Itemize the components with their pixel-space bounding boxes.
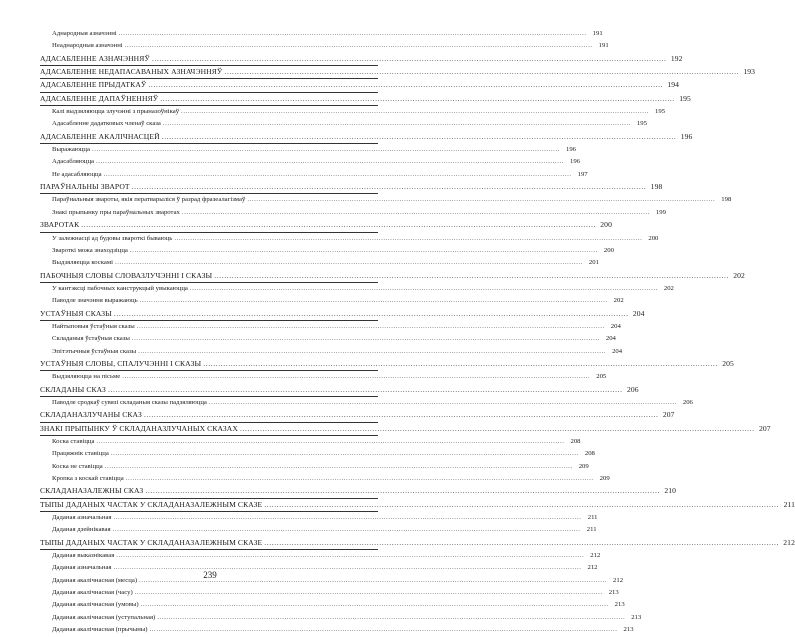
dot-leader (92, 144, 560, 156)
toc-section-heading (40, 131, 693, 144)
dot-leader (141, 599, 609, 611)
dot-leader (132, 333, 600, 345)
dot-leader (145, 485, 660, 497)
dot-leader (148, 79, 663, 91)
toc-entry (40, 169, 588, 181)
dot-leader (114, 308, 629, 320)
dot-leader (138, 346, 606, 358)
dot-leader (108, 384, 623, 396)
toc-title: АДАСАБЛЕННЕ ПРЫДАТКАЎ (40, 80, 147, 90)
dot-leader (150, 624, 618, 636)
toc-title: АДАСАБЛЕННЕ ДАПАЎНЕННЯЎ (40, 93, 159, 103)
toc-title: Даданая дзейнікавая (52, 526, 111, 534)
toc-page-number: 204 (605, 335, 616, 343)
toc-entry (40, 524, 597, 536)
toc-title: Працяжнік ставіцца (52, 450, 109, 458)
dot-leader (264, 499, 779, 511)
toc-page-number: 199 (655, 208, 666, 216)
toc-page-number: 191 (592, 30, 603, 37)
toc-page-number: 209 (599, 475, 610, 483)
toc-page-number: 206 (626, 384, 639, 394)
toc-entry (40, 371, 607, 383)
toc-entry (40, 233, 659, 245)
toc-entry (40, 397, 693, 409)
dot-leader (174, 233, 642, 245)
toc-page-number: 204 (610, 322, 621, 330)
toc-page-number: 191 (598, 42, 609, 50)
toc-page-number: 200 (603, 246, 614, 254)
dot-leader (181, 106, 649, 118)
toc-page-number: 196 (569, 158, 581, 166)
toc-entry (40, 295, 624, 307)
toc-page-number: 202 (733, 270, 745, 280)
dot-leader (130, 245, 598, 257)
toc-title: Найтыповыя ўстаўныя сказы (52, 322, 135, 330)
toc-page-number: 212 (783, 537, 795, 547)
toc-entry (40, 436, 581, 448)
toc-section-heading (40, 485, 677, 498)
dot-leader (247, 194, 715, 206)
toc-entry (40, 118, 647, 130)
toc-page-number: 208 (584, 450, 595, 458)
toc-section-heading (40, 93, 691, 106)
toc-page-number: 210 (664, 486, 677, 496)
toc-entry (40, 333, 616, 345)
toc-page-number: 213 (623, 626, 634, 634)
toc-page-number: 209 (578, 462, 589, 470)
toc-section-heading (40, 181, 663, 194)
dot-leader (116, 550, 584, 562)
toc-title: Коска ставіцца (52, 438, 95, 445)
dot-leader (111, 448, 579, 460)
toc-page-number: 202 (613, 297, 624, 305)
toc-title: У кантэксці пабочных канструкцый увыкаюцца (52, 284, 188, 292)
toc-title: Даданая акалічнасная (уступальная) (52, 613, 156, 621)
toc-title: Калі выдзяляюцца злучэнні з прыназоўнікаў (52, 108, 180, 116)
toc-page-number: 213 (608, 589, 619, 597)
toc-title: Аднародныя азначэнні (52, 30, 117, 37)
dot-leader (264, 537, 779, 549)
toc-page-number: 198 (721, 196, 732, 204)
toc-section-heading (40, 53, 683, 66)
dot-leader (105, 461, 573, 473)
toc-title: СКЛАДАНЫ СКАЗ (40, 384, 106, 394)
toc-page-number: 207 (662, 410, 675, 420)
dot-leader (182, 207, 650, 219)
toc-page-number: 193 (743, 67, 756, 77)
toc-entry (40, 473, 610, 485)
toc-title: СКЛАДАНАЗАЛЕЖНЫ СКАЗ (40, 486, 144, 496)
toc-entry (40, 40, 609, 52)
dot-leader (209, 397, 677, 409)
toc-title: Эпітэтычныя ўстаўныя сказы (52, 347, 137, 355)
toc-entry (40, 612, 642, 624)
toc-section-heading (40, 358, 734, 371)
toc-title: АДАСАБЛЕННЕ АЗНАЧЭННЯЎ (40, 53, 150, 63)
dot-leader (162, 131, 677, 143)
toc-page-number: 205 (722, 358, 734, 368)
toc-section-heading (40, 409, 675, 422)
toc-entry (40, 144, 576, 156)
toc-title: Коска не ставіцца (52, 462, 103, 470)
toc-title: ТЫПЫ ДАДАНЫХ ЧАСТАК У СКЛАДАНАЗАЛЕЖНЫМ СКАЗЕ (40, 499, 263, 509)
toc-entry (40, 207, 666, 219)
toc-page-number: 208 (570, 438, 581, 445)
toc-title: Паводле сродкаў сувязі складаныя сказы падзяляюцца (52, 398, 207, 406)
toc-page-number: 212 (590, 552, 601, 560)
toc-title: У залежнасці ад будовы звароткі бываюць (52, 234, 173, 242)
toc-entry (40, 283, 674, 295)
toc-section-heading (40, 384, 639, 397)
toc-entry (40, 346, 623, 358)
toc-title: Кропка з коскай ставіцца (52, 475, 124, 483)
toc-title: Даданая азначальная (52, 514, 112, 522)
page-number: 239 (203, 570, 217, 580)
dot-leader (122, 371, 590, 383)
toc-page-number: 201 (588, 259, 599, 267)
dot-leader (132, 181, 647, 193)
toc-title: УСТАЎНЫЯ СКАЗЫ (40, 308, 112, 318)
toc-page-number: 196 (680, 131, 693, 141)
dot-leader (114, 512, 582, 524)
toc-entry (40, 461, 589, 473)
dot-leader (96, 436, 564, 448)
toc-title: Даданая акалічнасная (месца) (52, 576, 138, 584)
dot-leader (203, 358, 718, 370)
toc-title: Выдзяляюцца на пісьме (52, 373, 121, 381)
dot-leader (115, 257, 583, 269)
toc-entry (40, 599, 625, 611)
toc-page-number: 192 (670, 53, 683, 63)
toc-title: Даданая акалічнасная (умовы) (52, 601, 139, 609)
toc-page-number: 206 (682, 398, 693, 406)
dot-leader (126, 473, 594, 485)
toc-section-heading (40, 79, 680, 92)
dot-leader (135, 587, 603, 599)
toc-title: Выдзяляецца коскамі (52, 259, 113, 267)
toc-section-heading (40, 499, 795, 512)
toc-entry (40, 587, 619, 599)
toc-title: Звароткі можа знаходзіцца (52, 246, 128, 254)
dot-leader (119, 28, 587, 40)
toc-title: Адасабляюцца (52, 158, 94, 166)
dot-leader (96, 156, 564, 168)
toc-page-number: 204 (632, 308, 645, 318)
toc-title: ТЫПЫ ДАДАНЫХ ЧАСТАК У СКЛАДАНАЗАЛЕЖНЫМ СКАЗЕ (40, 537, 263, 547)
toc-page-number: 211 (587, 514, 598, 522)
toc-title: Параўнальныя звароты, якія ператварыліся ў разрад фразеалагізмаў (52, 196, 246, 204)
toc-entry (40, 321, 621, 333)
dot-leader (81, 219, 596, 231)
toc-title: УСТАЎНЫЯ СЛОВЫ, СПАЛУЧЭННІ І СКАЗЫ (40, 358, 202, 368)
toc-section-heading (40, 219, 612, 232)
toc-page-number: 194 (667, 80, 680, 90)
toc-title: ЗНАКІ ПРЫПЫНКУ Ў СКЛАДАНАЗЛУЧАНЫХ СКАЗАХ (40, 423, 238, 433)
toc-entry (40, 448, 595, 460)
toc-title: АДАСАБЛЕННЕ НЕДАПАСАВАНЫХ АЗНАЧЭННЯЎ (40, 67, 223, 77)
toc-title: Складаныя ўстаўныя сказы (52, 335, 130, 343)
toc-page-number: 204 (612, 347, 623, 355)
toc-section-heading (40, 308, 645, 321)
toc-title: Даданая азначальная (52, 564, 112, 572)
toc-entry (40, 245, 614, 257)
toc-title: Неаднародныя азначэнні (52, 42, 123, 50)
dot-leader (224, 66, 739, 78)
toc-page-number: 202 (663, 284, 674, 292)
dot-leader (125, 40, 593, 52)
dot-leader (240, 423, 755, 435)
toc-entry (40, 512, 598, 524)
toc-title: Даданая акалічнасная (прычыны) (52, 626, 148, 634)
dot-leader (144, 409, 659, 421)
toc-entry (40, 106, 666, 118)
toc-entry (40, 28, 603, 40)
toc-entry (40, 624, 634, 636)
toc-page-number: 197 (577, 170, 588, 178)
toc-title: Адасабленне дадатковых членаў сказа (52, 120, 161, 128)
toc-title: Знакі прыпынку пры параўнальных зваротах (52, 208, 180, 216)
toc-title: ПАРАЎНАЛЬНЫ ЗВАРОТ (40, 182, 130, 192)
toc-title: Даданая акалічнасная (часу) (52, 589, 133, 597)
toc-page-number: 198 (650, 182, 663, 192)
toc-section-heading (40, 270, 745, 283)
toc-page-number: 195 (636, 120, 647, 128)
toc-title: Не адасабляюцца (52, 170, 102, 178)
toc-entry (40, 257, 599, 269)
dot-leader (163, 118, 631, 130)
dot-leader (157, 612, 625, 624)
dot-leader (214, 270, 729, 282)
toc-title: СКЛАДАНАЗЛУЧАНЫ СКАЗ (40, 410, 142, 420)
toc-page-number: 205 (596, 373, 607, 381)
toc-section-heading (40, 423, 771, 436)
toc-title: Паводле значэння выражаюць (52, 297, 138, 305)
toc-page-number: 211 (586, 526, 597, 534)
toc-title: АДАСАБЛЕННЕ АКАЛІЧНАСЦЕЙ (40, 131, 160, 141)
dot-leader (113, 524, 581, 536)
toc-page-number: 200 (600, 220, 612, 230)
toc-page-number: 195 (679, 93, 691, 103)
toc-title: Даданая выказнікавая (52, 552, 115, 560)
table-of-contents (40, 28, 795, 637)
toc-page-number: 200 (648, 234, 659, 242)
dot-leader (190, 283, 658, 295)
toc-page-number: 207 (758, 423, 771, 433)
toc-page-number: 213 (631, 613, 642, 621)
toc-page-number: 212 (613, 576, 624, 584)
toc-page-number: 195 (655, 108, 666, 116)
dot-leader (137, 321, 605, 333)
toc-title: ПАБОЧНЫЯ СЛОВЫ СЛОВАЗЛУЧЭННІ І СКАЗЫ (40, 270, 213, 280)
toc-title: ЗВАРОТАК (40, 220, 80, 230)
toc-page-number: 211 (783, 499, 795, 509)
toc-page-number: 212 (587, 564, 598, 572)
toc-page-number: 196 (565, 146, 576, 154)
toc-entry (40, 194, 732, 206)
dot-leader (140, 295, 608, 307)
toc-entry (40, 550, 601, 562)
dot-leader (152, 53, 667, 65)
toc-title: Выражаюцца (52, 146, 90, 154)
toc-section-heading (40, 66, 756, 79)
toc-page-number: 213 (614, 601, 625, 609)
toc-section-heading (40, 537, 795, 550)
dot-leader (160, 93, 675, 105)
dot-leader (104, 169, 572, 181)
toc-entry (40, 156, 581, 168)
